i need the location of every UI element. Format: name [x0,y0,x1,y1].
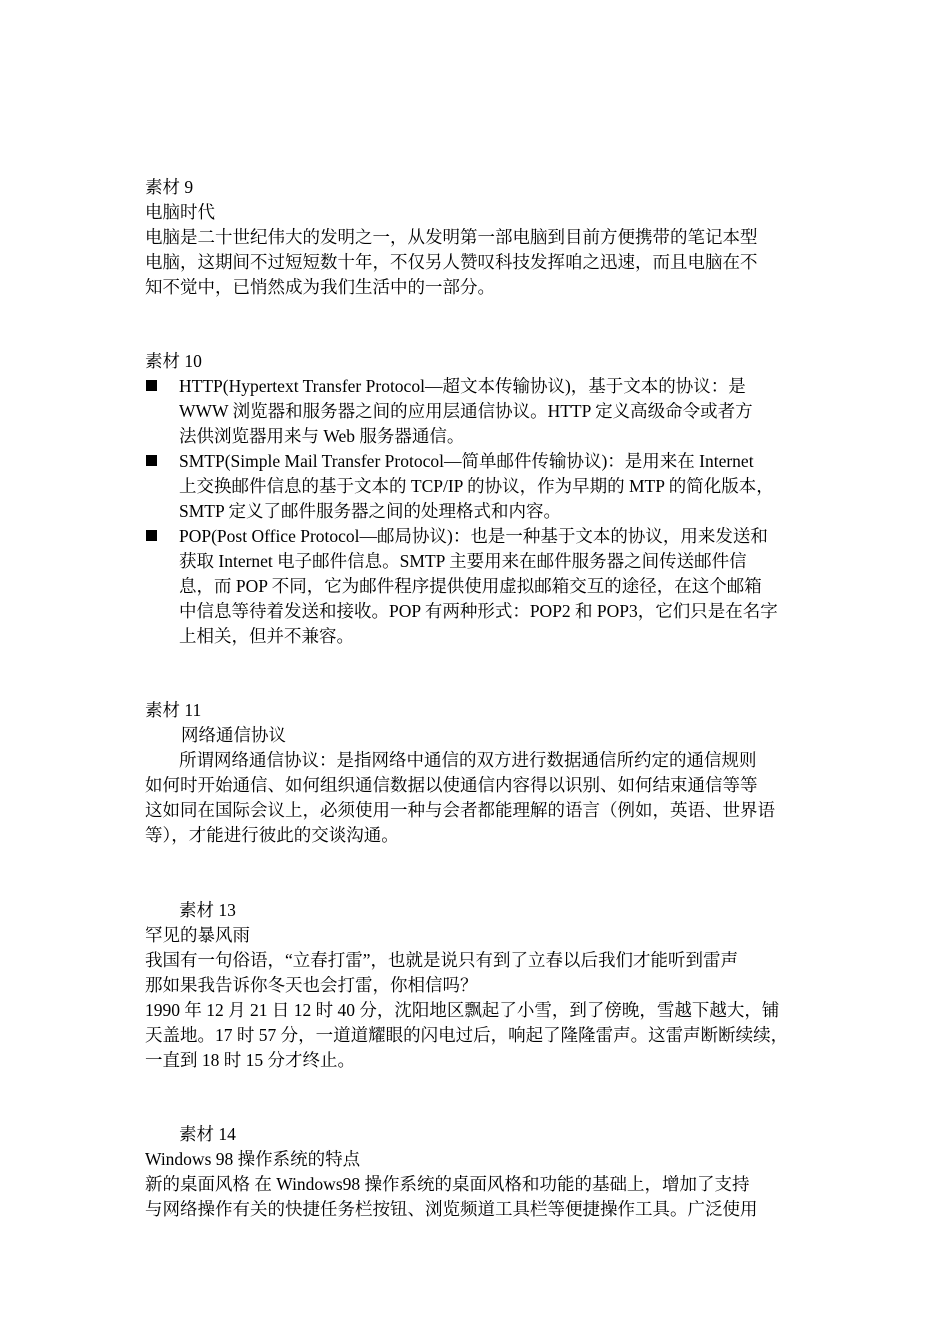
section-9-paragraph-line: 知不觉中，已悄然成为我们生活中的一部分。 [145,277,495,297]
bullet-http-line: WWW 浏览器和服务器之间的应用层通信协议。HTTP 定义高级命令或者方 [179,401,753,421]
bullet-pop-line: 中信息等待着发送和接收。POP 有两种形式：POP2 和 POP3，它们只是在名字 [179,601,778,621]
section-13-paragraph-line: 我国有一句俗语，“立春打雷”，也就是说只有到了立春以后我们才能听到雷声 [145,950,739,970]
section-10-label: 素材 10 [145,351,202,371]
section-13-title: 罕见的暴风雨 [145,925,250,945]
section-11-paragraph-line: 这如同在国际会议上，必须使用一种与会者都能理解的语言（例如，英语、世界语 [145,800,775,820]
section-11-paragraph-line: 等），才能进行彼此的交谈沟通。 [145,825,399,845]
section-13-label: 素材 13 [179,900,236,920]
bullet-pop-line: 获取 Internet 电子邮件信息。SMTP 主要用来在邮件服务器之间传送邮件信 [179,551,747,571]
bullet-http-line: HTTP(Hypertext Transfer Protocol—超文本传输协议)，基于文本的协议：是 [179,376,746,396]
bullet-pop-line: 上相关，但并不兼容。 [179,626,354,646]
bullet-pop-line: 息，而 POP 不同，它为邮件程序提供使用虚拟邮箱交互的途径，在这个邮箱 [179,576,762,596]
section-13-paragraph-line: 一直到 18 时 15 分才终止。 [145,1050,355,1070]
section-11-label: 素材 11 [145,700,202,720]
bullet-square-icon [146,530,157,541]
bullet-square-icon [146,455,157,466]
section-11-paragraph-line: 所谓网络通信协议：是指网络中通信的双方进行数据通信所约定的通信规则 [179,750,757,770]
section-9-label: 素材 9 [145,177,194,197]
bullet-pop-line: POP(Post Office Protocol—邮局协议)：也是一种基于文本的协议，用来发送和 [179,526,768,546]
bullet-smtp-line: SMTP 定义了邮件服务器之间的处理格式和内容。 [179,501,561,521]
section-9-paragraph-line: 电脑，这期间不过短短数十年，不仅另人赞叹科技发挥咱之迅速，而且电脑在不 [145,252,758,272]
bullet-square-icon [146,380,157,391]
section-9-paragraph-line: 电脑是二十世纪伟大的发明之一，从发明第一部电脑到目前方便携带的笔记本型 [145,227,758,247]
section-14-label: 素材 14 [179,1124,236,1144]
section-13-paragraph-line: 天盖地。17 时 57 分，一道道耀眼的闪电过后，响起了隆隆雷声。这雷声断断续续， [145,1025,789,1045]
section-9-title: 电脑时代 [145,202,215,222]
section-14-title: Windows 98 操作系统的特点 [145,1149,361,1169]
section-14-paragraph-line: 与网络操作有关的快捷任务栏按钮、浏览频道工具栏等便捷操作工具。广泛使用 [145,1199,758,1219]
section-14-paragraph-line: 新的桌面风格 在 Windows98 操作系统的桌面风格和功能的基础上，增加了支持 [145,1174,750,1194]
bullet-http-line: 法供浏览器用来与 Web 服务器通信。 [179,426,465,446]
bullet-smtp-line: SMTP(Simple Mail Transfer Protocol—简单邮件传输协议)：是用来在 Internet [179,451,754,471]
section-11-paragraph-line: 如何时开始通信、如何组织通信数据以使通信内容得以识别、如何结束通信等等 [145,775,758,795]
section-13-paragraph-line: 那如果我告诉你冬天也会打雷，你相信吗？ [145,975,478,995]
section-13-paragraph-line: 1990 年 12 月 21 日 12 时 40 分，沈阳地区飘起了小雪，到了傍晚，雪越下越大，铺 [145,1000,780,1020]
bullet-smtp-line: 上交换邮件信息的基于文本的 TCP/IP 的协议，作为早期的 MTP 的简化版本， [179,476,774,496]
section-11-title: 网络通信协议 [181,725,286,745]
